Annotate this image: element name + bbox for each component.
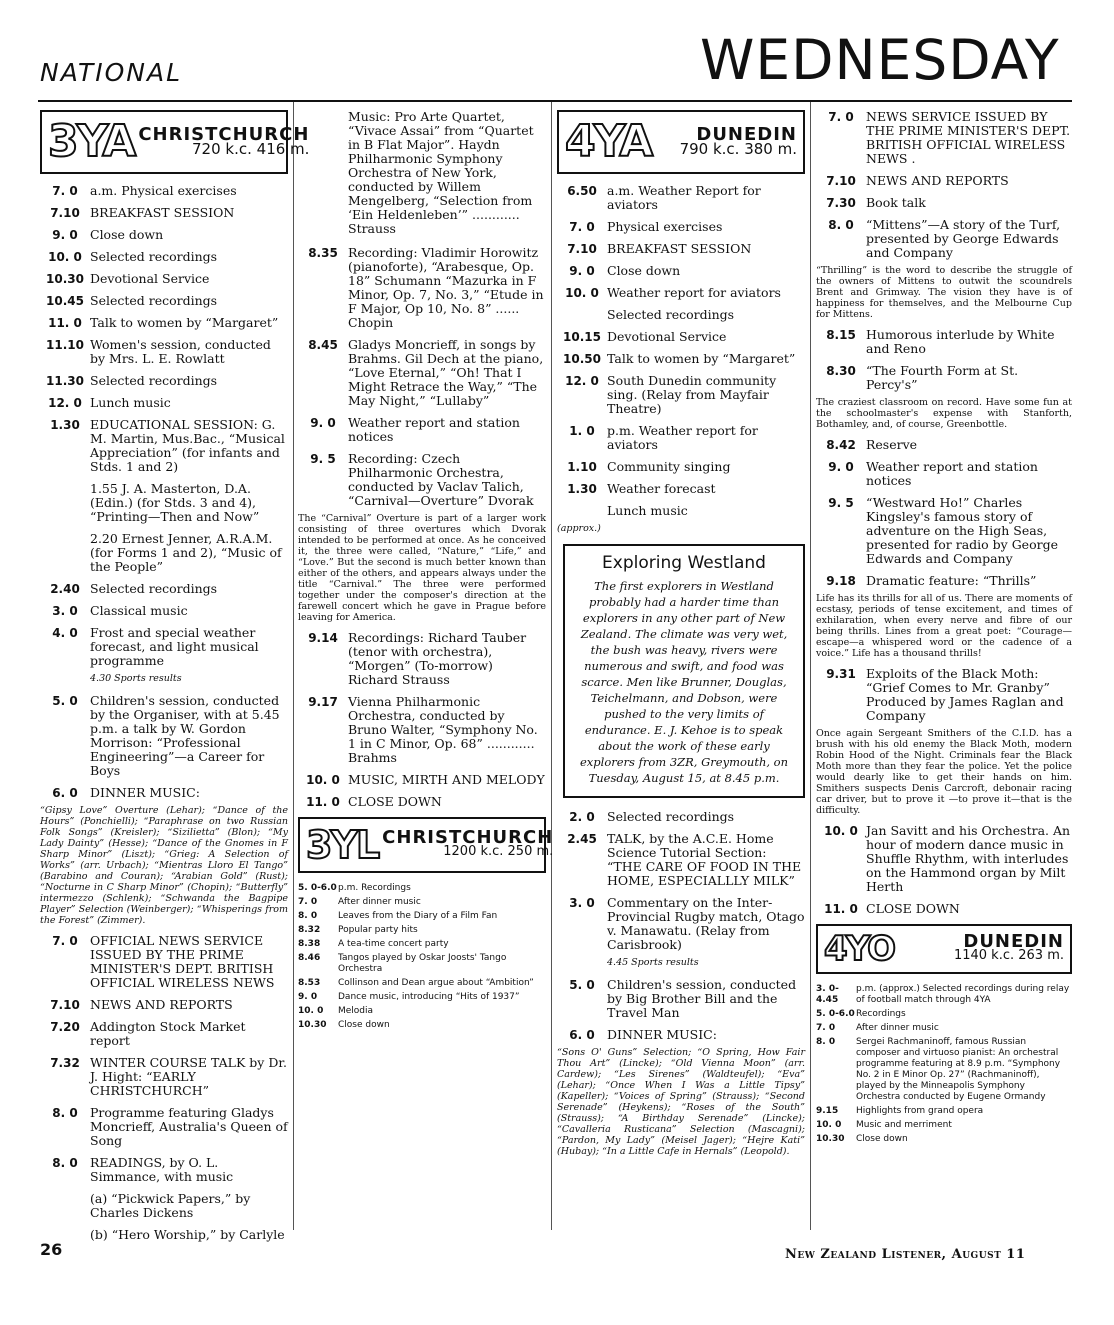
programme-time: 10.30 [298, 1020, 327, 1030]
programme-description: Book talk [866, 195, 926, 210]
programme-time: 9.17 [308, 695, 338, 709]
programme-description: EDUCATIONAL SESSION: G. M. Martin, Mus.Bac., “Musical Appreciation” (for infants and Stds. 1 and 2) [90, 417, 285, 474]
programme-time: 9.31 [826, 667, 856, 681]
programme-description: NEWS SERVICE ISSUED BY THE PRIME MINISTER'S DEPT. BRITISH OFFICIAL WIRELESS NEWS . [866, 109, 1071, 166]
programme-item [298, 695, 546, 765]
station-frequency: 790 k.c. 380 m. [679, 140, 797, 158]
programme-time: 10.50 [563, 352, 601, 366]
programme-description: Recordings: Richard Tauber (tenor with orchestra), “Morgen” (To-morrow) Richard Strauss [348, 630, 527, 687]
programme-item [816, 902, 1072, 916]
programme-description: Recordings [856, 1009, 906, 1019]
programme-item [298, 773, 546, 787]
programme-time: 3. 0 [52, 604, 78, 618]
programme-item [40, 1056, 288, 1098]
programme-time: 8.45 [308, 338, 338, 352]
station-banner-4yo [816, 924, 1072, 974]
programme-time: 8. 0 [52, 1106, 78, 1120]
programme-item [40, 934, 288, 990]
programme-item [298, 246, 546, 330]
column-4ya [557, 110, 805, 1165]
programme-time: 9.14 [308, 631, 338, 645]
programme-time: 2. 0 [569, 810, 595, 824]
header-rule [38, 100, 1072, 102]
mittens-note: “Thrilling” is the word to describe the struggle of the owners of Mittens to outwit the scoundrels Brent and Grimway. The vision they have is of happiness for themselves, and the Melbourne Cup for Mittens. [816, 265, 1072, 320]
programme-description: Classical music [90, 603, 188, 618]
programme-item [298, 992, 546, 1003]
programme-description: CLOSE DOWN [348, 794, 442, 809]
programme-time: 10.45 [46, 294, 84, 308]
programme-time: 5. 0 [569, 978, 595, 992]
programme-item [298, 338, 546, 408]
programme-time: 8.15 [826, 328, 856, 342]
programme-time: 1.10 [567, 460, 597, 474]
programme-item [40, 1156, 288, 1184]
thrills-note: Life has its thrills for all of us. There are moments of ecstasy, periods of tense excitement, and times of exhilaration, when every nerve and fibre of our being thrills. Lines from a great poet: “Courage—escape—a whispered word or the cadence of a voice.” Life has a thousand thrills! [816, 593, 1072, 659]
programme-time: 9. 0 [310, 416, 336, 430]
programme-item [40, 272, 288, 286]
page-section-label: NATIONAL [40, 58, 183, 87]
programme-time: 8.32 [298, 925, 321, 935]
programme-item [816, 1037, 1072, 1103]
programme-description: BREAKFAST SESSION [607, 241, 752, 256]
programme-time: 9. 0 [298, 992, 318, 1002]
programme-time: 6.50 [567, 184, 597, 198]
publication-footer: New Zealand Listener, August 11 [785, 1247, 1026, 1262]
programme-item [40, 694, 288, 778]
programme-time: 8. 0 [52, 1156, 78, 1170]
programme-time [40, 532, 90, 574]
programme-item [40, 482, 288, 524]
programme-time: 7. 0 [52, 184, 78, 198]
programme-description: After dinner music [856, 1023, 939, 1033]
programme-description: TALK, by the A.C.E. Home Science Tutorial Section: “THE CARE OF FOOD IN THE HOME, ESPECIALLLY MILK” [607, 831, 802, 888]
station-logo: 3YA [48, 116, 135, 167]
programme-item [298, 631, 546, 687]
programme-description: Selected recordings [607, 809, 735, 824]
programme-item [557, 482, 805, 496]
programme-item [816, 218, 1072, 260]
programme-time: 7.10 [567, 242, 597, 256]
programme-description: A tea-time concert party [338, 939, 449, 949]
programme-item [557, 460, 805, 474]
programme-time: 10. 0 [565, 286, 599, 300]
programme-item [40, 1192, 288, 1220]
programme-time: 2.45 [567, 832, 597, 846]
station-logo: 4YA [565, 116, 652, 167]
carnival-note: The “Carnival” Overture is part of a larger work consisting of three overtures which Dvorak intended to be performed at once. As he conceived it, the three were called, “Nature,” “Life,” and “Love.” But the second is much better known than either of the others, and appears always under the title “Carnival.” The three were performed together under the composer's direction at the farewell concert which he gave in Prague before leaving for America. [298, 513, 546, 623]
programme-item [298, 925, 546, 936]
programme-description: Jan Savitt and his Orchestra. An hour of modern dance music in Shuffle Rhythm, with interludes on the Hammond organ by Milt Herth [866, 823, 1071, 894]
programme-time: 10. 0 [306, 773, 340, 787]
programme-item [40, 338, 288, 366]
programme-time: 8.35 [308, 246, 338, 260]
column-4ya-cont [816, 110, 1072, 1148]
programme-description: Weather report and station notices [348, 415, 520, 444]
programme-description: DINNER MUSIC: [90, 785, 200, 800]
programme-item [40, 532, 288, 574]
programme-description: Selected recordings [90, 249, 218, 264]
programme-item [298, 883, 546, 894]
programme-description: Weather report for aviators [607, 285, 781, 300]
programme-time: 7.32 [50, 1056, 80, 1070]
programme-description: Dance music, introducing “Hits of 1937” [338, 992, 520, 1002]
station-city: DUNEDIN [696, 124, 797, 145]
column-3ya-cont [298, 109, 554, 1034]
programme-description: Selected recordings [90, 373, 218, 388]
programme-description: READINGS, by O. L. Simmance, with music [90, 1155, 234, 1184]
programme-time: 8.30 [826, 364, 856, 378]
programme-description: Close down [338, 1020, 390, 1030]
station-banner-3ya [40, 110, 310, 174]
programme-description: Physical exercises [607, 219, 723, 234]
programme-item [816, 984, 1072, 1006]
programme-item [557, 286, 805, 300]
programme-description: Melodia [338, 1006, 374, 1016]
programme-item [40, 228, 288, 242]
programme-description: NEWS AND REPORTS [90, 997, 233, 1012]
programme-item [816, 1120, 1072, 1131]
programme-description: Programme featuring Gladys Moncrieff, Australia's Queen of Song [90, 1105, 288, 1148]
programme-item [40, 786, 288, 800]
programme-time: 9.18 [826, 574, 856, 588]
programme-item [298, 1020, 546, 1031]
programme-description: Dramatic feature: “Thrills” [866, 573, 1037, 588]
programme-item [298, 1006, 546, 1017]
programme-description: DINNER MUSIC: [607, 1027, 717, 1042]
programme-time [557, 308, 607, 322]
programme-description: a.m. Physical exercises [90, 183, 237, 198]
programme-item [816, 328, 1072, 356]
programme-item [557, 832, 805, 888]
programme-time: 7.10 [50, 998, 80, 1012]
black-moth-note: Once again Sergeant Smithers of the C.I.D. has a brush with his old enemy the Black Moth, modern Robin Hood of the Night. Criminals fear the Black Moth more than they fear the police. Yet the police would dearly like to get their hands on him. Smithers suspects Denis Carcroft, debonair racing car driver, but to prove it —to prove it—that is the difficulty. [816, 728, 1072, 816]
programme-description: Close down [856, 1134, 908, 1144]
programme-item [298, 795, 546, 809]
programme-description: Recording: Czech Philharmonic Orchestra, conducted by Vaclav Talich, “Carnival—Overture” Dvorak [348, 451, 534, 508]
page-day-title: WEDNESDAY [700, 28, 1060, 92]
programme-time: 10.30 [816, 1134, 845, 1144]
programme-time: 7. 0 [828, 110, 854, 124]
programme-time: 5. 0-6.0 [816, 1009, 855, 1019]
programme-time [40, 1192, 90, 1220]
programme-item [298, 939, 546, 950]
programme-time: 9. 0 [569, 264, 595, 278]
programme-description: Close down [607, 263, 681, 278]
programme-item [40, 604, 288, 618]
programme-description: Frost and special weather forecast, and light musical programme [90, 625, 259, 668]
programme-description: p.m. Recordings [338, 883, 411, 893]
programme-time: 11. 0 [824, 902, 858, 916]
programme-item [40, 396, 288, 410]
programme-item [557, 308, 805, 322]
column-divider [810, 102, 811, 1230]
programme-time: 7.10 [826, 174, 856, 188]
programme-time: 11.30 [46, 374, 84, 388]
programme-time: 3. 0 [569, 896, 595, 910]
programme-time: 3. 0-4.45 [816, 984, 839, 1005]
feature-title: Exploring Westland [602, 553, 766, 573]
station-city: DUNEDIN [963, 931, 1064, 952]
programme-item [816, 1106, 1072, 1117]
programme-time: 6. 0 [569, 1028, 595, 1042]
programme-time [40, 482, 90, 524]
programme-item [40, 1020, 288, 1048]
programme-item [40, 1228, 288, 1242]
programme-description: Lunch music [90, 395, 171, 410]
programme-time: 12. 0 [48, 396, 82, 410]
station-banner-3yl [298, 817, 554, 873]
programme-time: 7.20 [50, 1020, 80, 1034]
programme-time: 8. 0 [816, 1037, 836, 1047]
programme-description: 1.55 J. A. Masterton, D.A. (Edin.) (for Stds. 3 and 4), “Printing—Then and Now” [90, 481, 260, 524]
programme-item [557, 978, 805, 1020]
programme-description: Popular party hits [338, 925, 418, 935]
programme-item [298, 416, 546, 444]
programme-item [40, 1106, 288, 1148]
programme-item [298, 452, 546, 508]
programme-item [557, 184, 805, 212]
programme-time: 9. 0 [828, 460, 854, 474]
programme-description: NEWS AND REPORTS [866, 173, 1009, 188]
programme-time: 10.15 [563, 330, 601, 344]
programme-item [557, 810, 805, 824]
programme-time: 1. 0 [569, 424, 595, 438]
station-logo: 4YO [824, 929, 894, 969]
station-banner-4ya [557, 110, 805, 174]
programme-item [298, 978, 546, 989]
programme-description: South Dunedin community sing. (Relay from Mayfair Theatre) [607, 373, 777, 416]
programme-description: “Mittens”—A story of the Turf, presented by George Edwards and Company [866, 217, 1061, 260]
programme-item [40, 374, 288, 388]
programme-item [816, 174, 1072, 188]
programme-item [816, 1009, 1072, 1020]
programme-description: Talk to women by “Margaret” [607, 351, 796, 366]
page-number: 26 [40, 1240, 63, 1259]
programme-time: 6. 0 [52, 786, 78, 800]
programme-time: 10. 0 [48, 250, 82, 264]
programme-time: 4. 0 [52, 626, 78, 640]
programme-description: Sergei Rachmaninoff, famous Russian composer and virtuoso pianist: An orchestral programme featuring at 8.9 p.m. “Symphony No. 2 in E Minor Op. 27” (Rachmaninoff), played by the Minneapolis Symphony Orchestra conducted by Eugene Ormandy [856, 1037, 1061, 1102]
programme-time: 1.30 [567, 482, 597, 496]
programme-time: 9. 5 [310, 452, 336, 466]
column-divider [293, 102, 294, 1230]
programme-item [816, 824, 1072, 894]
programme-item [816, 364, 1072, 392]
programme-description: Selected recordings [90, 581, 218, 596]
station-city: CHRISTCHURCH [138, 124, 310, 145]
music-intro: Music: Pro Arte Quartet, “Vivace Assai” from “Quartet in B Flat Major”. Haydn Philharmonic Symphony Orchestra of New York, conducted by Willem Mengelberg, “Selection from ‘Ein Heldenleben’” ............ Strauss [348, 109, 534, 236]
programme-time: 12. 0 [565, 374, 599, 388]
programme-time: 8. 0 [828, 218, 854, 232]
programme-description: Commentary on the Inter-Provincial Rugby match, Otago v. Manawatu. (Relay from Carisbrook) [607, 895, 805, 952]
fourth-form-note: The craziest classroom on record. Have some fun at the schoolmaster's expense with Stanforth, Bothamley, and, of course, Greenbottle. [816, 397, 1072, 430]
programme-time: 8.38 [298, 939, 321, 949]
programme-description: Weather forecast [607, 481, 716, 496]
programme-item [40, 294, 288, 308]
programme-description: (a) “Pickwick Papers,” by Charles Dickens [90, 1191, 251, 1220]
station-frequency: 1200 k.c. 250 m. [443, 844, 554, 859]
programme-time: 10.30 [46, 272, 84, 286]
programme-time [557, 504, 607, 518]
programme-time: 10. 0 [298, 1006, 324, 1016]
programme-description: Highlights from grand opera [856, 1106, 984, 1116]
programme-item [557, 330, 805, 344]
programme-item [557, 220, 805, 234]
programme-description: Recording: Vladimir Horowitz (pianoforte), “Arabesque, Op. 18” Schumann “Mazurka in F Minor, Op. 7, No. 3,” “Etude in F Major, Op 10, No. 8” ...... Chopin [348, 245, 544, 330]
programme-time: 7. 0 [816, 1023, 836, 1033]
programme-time: 2.40 [50, 582, 80, 596]
programme-time: 9. 5 [828, 496, 854, 510]
approx-label: (approx.) [557, 523, 601, 534]
programme-item [816, 110, 1072, 166]
programme-description: Talk to women by “Margaret” [90, 315, 279, 330]
programme-time: 8.42 [826, 438, 856, 452]
programme-description: MUSIC, MIRTH AND MELODY [348, 772, 545, 787]
sports-results: 4.45 Sports results [607, 957, 699, 968]
programme-time: 11.10 [46, 338, 84, 352]
programme-description: OFFICIAL NEWS SERVICE ISSUED BY THE PRIME MINISTER'S DEPT. BRITISH OFFICIAL WIRELESS NEWS [90, 933, 275, 990]
programme-item [816, 1134, 1072, 1145]
programme-item [40, 998, 288, 1012]
programme-description: (b) “Hero Worship,” by Carlyle [90, 1227, 285, 1242]
programme-item [298, 953, 546, 975]
programme-time: 8.46 [298, 953, 321, 963]
programme-description: Devotional Service [607, 329, 727, 344]
programme-time: 7. 0 [569, 220, 595, 234]
programme-description: Close down [90, 227, 164, 242]
programme-item [816, 667, 1072, 723]
sports-results: 4.30 Sports results [90, 673, 182, 684]
programme-description: Tangos played by Oskar Joosts' Tango Orchestra [338, 953, 507, 974]
programme-item [557, 1028, 805, 1042]
programme-time: 7.30 [826, 196, 856, 210]
programme-time: 11. 0 [306, 795, 340, 809]
programme-description: Addington Stock Market report [90, 1019, 246, 1048]
programme-time: 1.30 [50, 418, 80, 432]
programme-description: Gladys Moncrieff, in songs by Brahms. Gil Dech at the piano, “Love Eternal,” “Oh! That I Might Retrace the Way,” “The May Night,” “Lullaby” [348, 337, 544, 408]
station-logo: 3YL [306, 823, 379, 867]
programme-time: 5. 0 [52, 694, 78, 708]
programme-item [816, 574, 1072, 588]
programme-description: WINTER COURSE TALK by Dr. J. Hight: “EARLY CHRISTCHURCH” [90, 1055, 287, 1098]
programme-description: BREAKFAST SESSION [90, 205, 235, 220]
programme-item [40, 626, 288, 668]
programme-time: 9.15 [816, 1106, 839, 1116]
programme-description: Leaves from the Diary of a Film Fan [338, 911, 498, 921]
programme-item [298, 911, 546, 922]
programme-item [40, 582, 288, 596]
programme-description: Selected recordings [90, 293, 218, 308]
programme-description: After dinner music [338, 897, 421, 907]
programme-description: a.m. Weather Report for aviators [607, 183, 761, 212]
programme-description: Selected recordings [607, 307, 735, 322]
programme-item [816, 438, 1072, 452]
programme-item [40, 206, 288, 220]
programme-time: 7. 0 [298, 897, 318, 907]
feature-text: The first explorers in Westland probably had a harder time than explorers in any other part of New Zealand. The climate was very wet, the bush was heavy, rivers were numerous and swift, and food was scarce. Men like Brunner, Douglas, Teichelmann, and Dobson, were pushed to the very limits of endurance. E. J. Kehoe is to speak about the work of these early explorers from 3ZR, Greymouth, on Tuesday, August 15, at 8.45 p.m. [579, 579, 789, 785]
programme-description: Devotional Service [90, 271, 210, 286]
dinner-music-list: “Gipsy Love” Overture (Lehar); “Dance of the Hours” (Ponchielli); “Paraphrase on two Russian Folk Songs” (Kreisler); “Sizilietta” (Blon); “My Lady Dainty” (Hesse); “Dance of the Gnomes in F Sharp Minor” (Liszt); “Grieg: A Selection of Works” (arr. Urbach); “Mientras Lloro El Tango” (Barabino and Couran); “Arabian Gold” (Rust); “Nocturne in C Sharp Minor” (Chopin); “Butterfly” intermezzo (Schlenk); “Schwanda the Bagpipe Player” Selection (Weinberger); “Whisperings from the Forest” (Zimmer). [40, 805, 288, 926]
programme-item [557, 504, 805, 518]
programme-description: Reserve [866, 437, 918, 452]
programme-description: 2.20 Ernest Jenner, A.R.A.M. (for Forms 1 and 2), “Music of the People” [90, 531, 282, 574]
programme-description: Lunch music [607, 503, 688, 518]
programme-description: Weather report and station notices [866, 459, 1038, 488]
programme-item [557, 242, 805, 256]
dinner-music-list: “Sons O' Guns” Selection; “O Spring, How Fair Thou Art” (Lincke); “Old Vienna Moon” (arr. Cardew); “Les Sirenes” (Waldteufel); “Eva” (Lehar); “Once When I Was a Little Tipsy” (Kapeller); “Voices of Spring” (Strauss); “Second Serenade” (Heykens); “Roses of the South” (Strauss); “A Birthday Serenade” (Lincke); “Cavalleria Rusticana” Selection (Mascagni); “Pardon, My Lady” (Meisel Jager); “Hejre Kati” (Hubay); “In a Little Cafe in Hernals” (Leopold). [557, 1047, 805, 1157]
programme-item [40, 250, 288, 264]
programme-description: Women's session, conducted by Mrs. L. E. Rowlatt [90, 337, 271, 366]
programme-description: Children's session, conducted by Big Brother Bill and the Travel Man [607, 977, 797, 1020]
programme-item [816, 496, 1072, 566]
programme-time: 7.10 [50, 206, 80, 220]
programme-description: Humorous interlude by White and Reno [866, 327, 1055, 356]
programme-time: 5. 0-6.0 [298, 883, 337, 893]
programme-item [40, 184, 288, 198]
programme-description: “The Fourth Form at St. Percy's” [866, 363, 1019, 392]
programme-description: Collinson and Dean argue about “Ambition” [338, 978, 534, 988]
feature-box [563, 544, 805, 798]
programme-time: 10. 0 [816, 1120, 842, 1130]
programme-item [40, 316, 288, 330]
programme-item [557, 352, 805, 366]
programme-time: 8. 0 [298, 911, 318, 921]
programme-time: 9. 0 [52, 228, 78, 242]
programme-item [816, 1023, 1072, 1034]
programme-description: Music and merriment [856, 1120, 952, 1130]
programme-time: 11. 0 [48, 316, 82, 330]
programme-description: Exploits of the Black Moth: “Grief Comes to Mr. Granby” Produced by James Raglan and Company [866, 666, 1064, 723]
programme-description: “Westward Ho!” Charles Kingsley's famous story of adventure on the High Seas, presented for radio by George Edwards and Company [866, 495, 1058, 566]
programme-item [816, 460, 1072, 488]
station-frequency: 1140 k.c. 263 m. [953, 948, 1064, 963]
programme-time: 10. 0 [824, 824, 858, 838]
programme-time: 8.53 [298, 978, 321, 988]
programme-description: Community singing [607, 459, 731, 474]
column-divider [551, 102, 552, 1230]
programme-description: Children's session, conducted by the Organiser, with at 5.45 p.m. a talk by W. Gordon Morrison: “Professional Engineering”—a Career for Boys [90, 693, 280, 778]
programme-description: CLOSE DOWN [866, 901, 960, 916]
programme-description: p.m. Weather report for aviators [607, 423, 758, 452]
programme-item [557, 896, 805, 952]
programme-item [40, 418, 288, 474]
programme-item [298, 897, 546, 908]
programme-item [557, 264, 805, 278]
station-frequency: 720 k.c. 416 m. [192, 140, 310, 158]
programme-item [557, 374, 805, 416]
programme-time: 7. 0 [52, 934, 78, 948]
station-city: CHRISTCHURCH [382, 827, 554, 848]
programme-item [816, 196, 1072, 210]
programme-item [557, 424, 805, 452]
programme-description: p.m. (approx.) Selected recordings during relay of football match through 4YA [856, 984, 1070, 1005]
programme-description: Vienna Philharmonic Orchestra, conducted by Bruno Walter, “Symphony No. 1 in C Minor, Op. 68” ............ Brahms [348, 694, 538, 765]
